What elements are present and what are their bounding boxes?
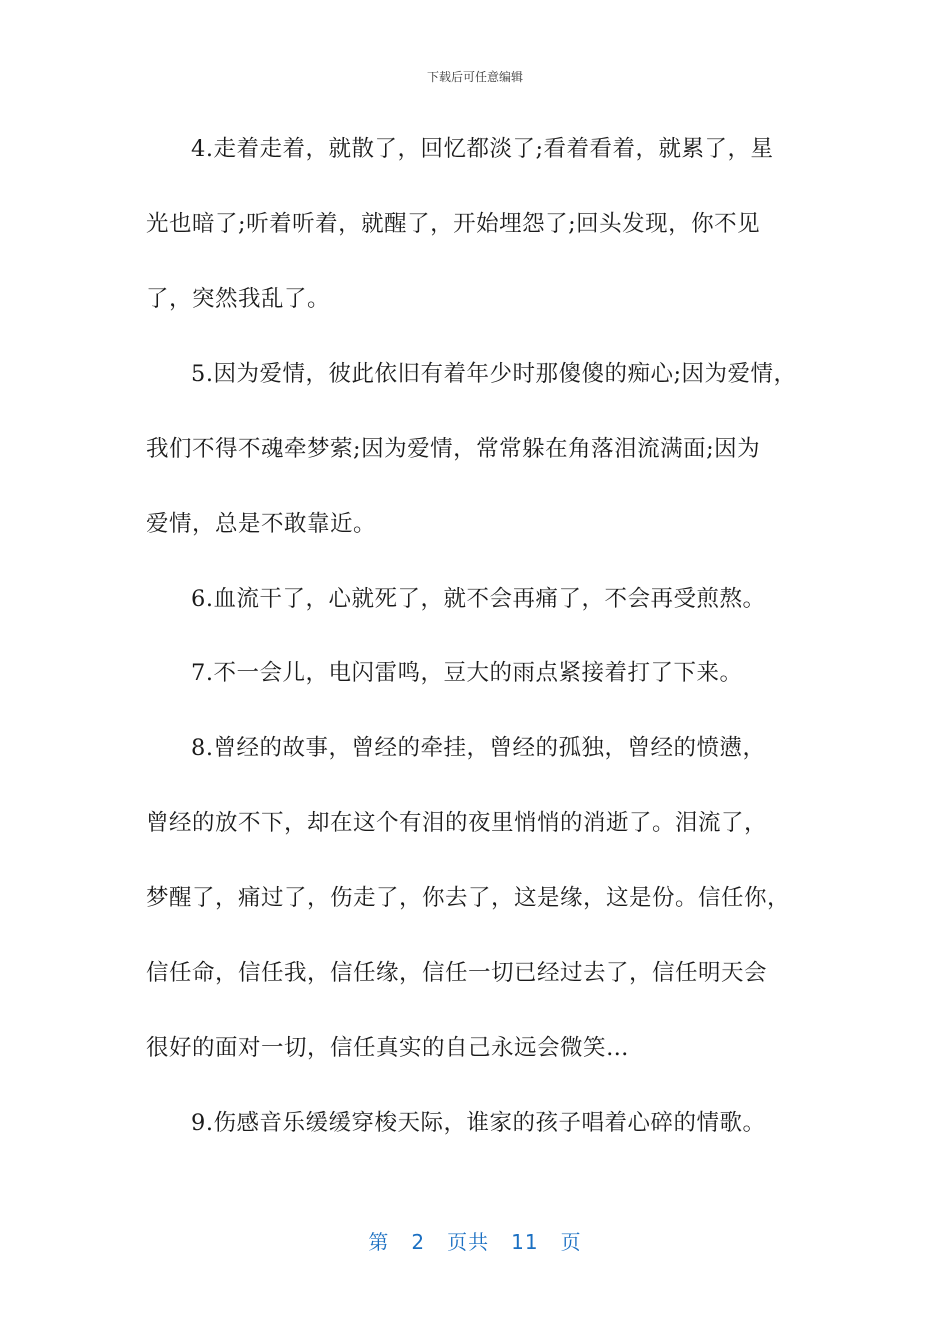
page-current-number: 2 [411,1230,426,1254]
paragraph-6-line-1: 6.血流干了，心就死了，就不会再痛了，不会再受煎熬。 [191,586,766,612]
paragraph-4-line-1: 4.走着走着，就散了，回忆都淡了;看着看着，就累了，星 [191,136,774,162]
paragraph-8-line-3: 梦醒了，痛过了，伤走了，你去了，这是缘，这是份。信任你， [146,885,791,911]
paragraph-7-line-1: 7.不一会儿，电闪雷鸣，豆大的雨点紧接着打了下来。 [191,660,743,686]
page-number-footer [0,1226,950,1255]
paragraph-8-line-1: 8.曾经的故事，曾经的牵挂，曾经的孤独，曾经的愤懑， [191,735,766,761]
paragraph-4-line-2: 光也暗了;听着听着，就醒了，开始埋怨了;回头发现，你不见 [146,211,761,237]
page-middle-label: 页共 [447,1230,490,1254]
paragraph-4-line-3: 了，突然我乱了。 [146,286,331,312]
header-note: 下载后可任意编辑 [426,70,523,84]
paragraph-5-line-1: 5.因为爱情，彼此依旧有着年少时那傻傻的痴心;因为爱情， [191,361,797,387]
page-total-number: 11 [511,1230,539,1254]
paragraph-8-line-2: 曾经的放不下，却在这个有泪的夜里悄悄的消逝了。泪流了， [146,810,768,836]
paragraph-5-line-3: 爱情，总是不敢靠近。 [146,511,377,537]
page-suffix: 页 [560,1230,582,1254]
paragraph-5-line-2: 我们不得不魂牵梦萦;因为爱情，常常躲在角落泪流满面;因为 [146,436,761,462]
page-prefix: 第 [368,1230,390,1254]
paragraph-9-line-1: 9.伤感音乐缓缓穿梭天际，谁家的孩子唱着心碎的情歌。 [191,1110,766,1136]
paragraph-8-line-5: 很好的面对一切，信任真实的自己永远会微笑… [146,1035,630,1061]
paragraph-8-line-4: 信任命，信任我，信任缘，信任一切已经过去了，信任明天会 [146,960,768,986]
